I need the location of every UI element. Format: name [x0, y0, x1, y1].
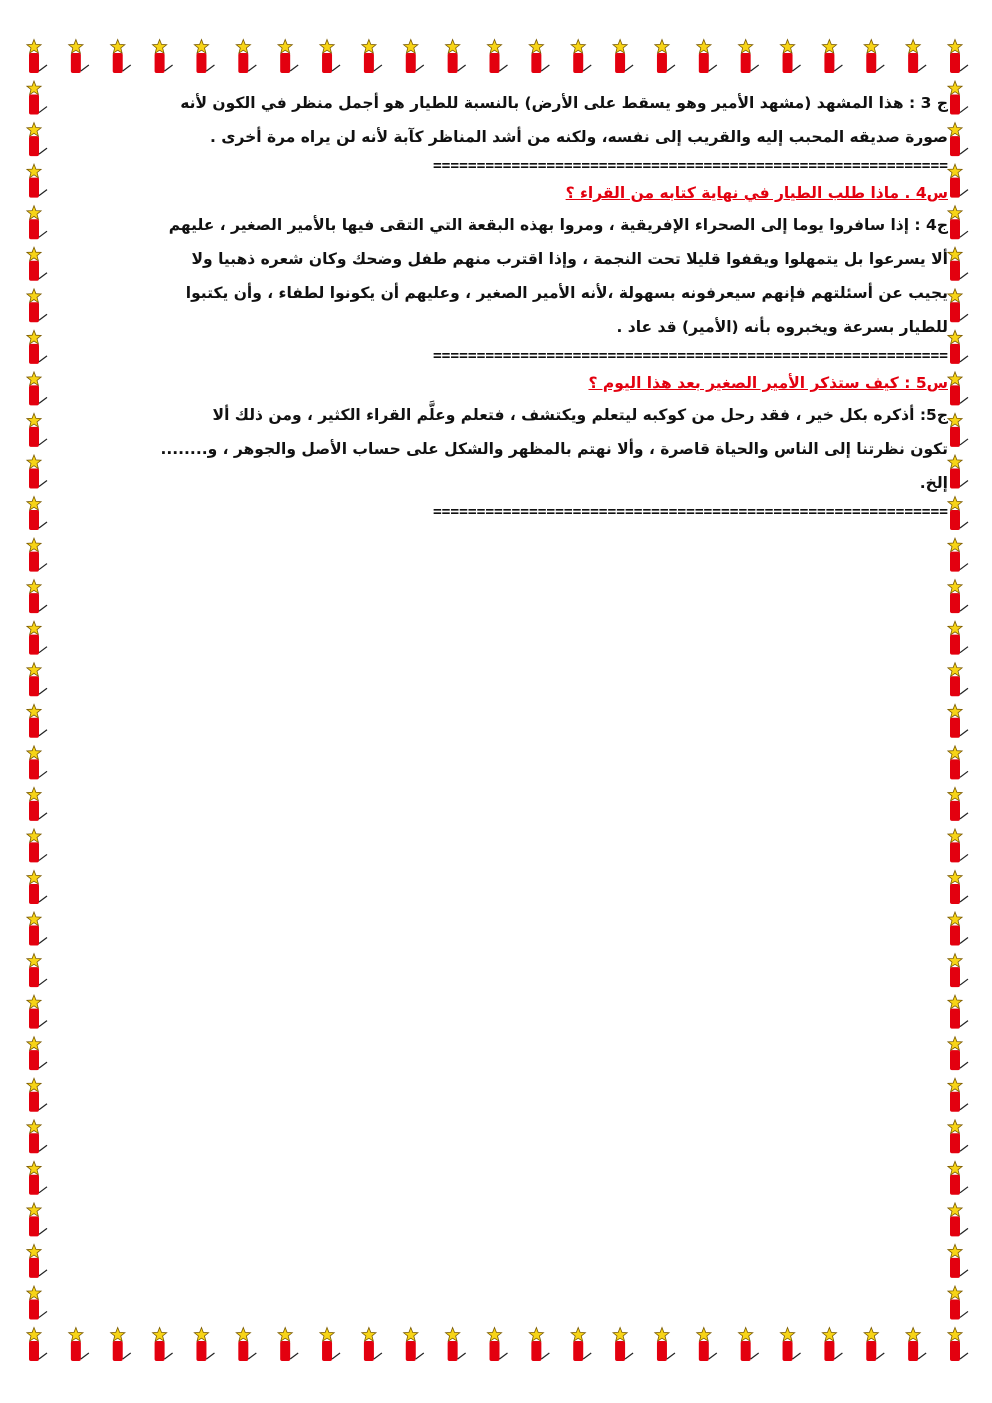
candle-star-icon: [362, 1328, 382, 1362]
candle-star-icon: [27, 455, 47, 488]
candle-star-icon: [194, 40, 214, 74]
question-4: س4 . ماذا طلب الطيار في نهاية كتابه من القراء ؟: [565, 184, 948, 202]
candle-star-icon: [153, 1328, 173, 1362]
candle-star-icon: [948, 1286, 968, 1319]
candle-star-icon: [529, 1328, 549, 1362]
candle-star-icon: [864, 1328, 884, 1362]
candle-star-icon: [948, 372, 968, 405]
candle-star-icon: [948, 1037, 968, 1070]
candle-star-icon: [27, 746, 47, 780]
candle-star-icon: [529, 40, 549, 74]
candle-star-icon: [27, 829, 47, 863]
candle-star-icon: [948, 663, 968, 697]
candle-star-icon: [948, 40, 968, 74]
candle-star-icon: [446, 40, 466, 74]
candle-star-icon: [27, 1120, 47, 1153]
candle-star-icon: [948, 954, 968, 987]
candle-star-icon: [27, 621, 47, 654]
candle-star-icon: [822, 1328, 842, 1362]
candle-star-icon: [948, 1120, 968, 1153]
answer-3: [62, 86, 948, 154]
answer-4: [62, 208, 948, 344]
candle-star-icon: [864, 40, 884, 74]
candle-star-icon: [571, 40, 591, 74]
candle-star-icon: [27, 1161, 47, 1195]
candle-star-icon: [613, 40, 633, 74]
candle-star-icon: [111, 40, 131, 74]
candle-star-icon: [404, 40, 424, 74]
answer-4-line: للطيار بسرعة ويخبروه بأنه (الأمير) قد عاد .: [616, 318, 948, 336]
question-5: س5 : كيف ستذكر الأمير الصغير بعد هذا اليوم ؟: [588, 374, 948, 392]
candle-star-icon: [27, 1286, 47, 1319]
candle-star-icon: [948, 413, 968, 447]
candle-star-icon: [780, 1328, 800, 1362]
candle-star-icon: [194, 1328, 214, 1362]
answer-5: [62, 398, 948, 500]
candle-star-icon: [948, 1161, 968, 1195]
candle-star-icon: [27, 1037, 47, 1070]
candle-star-icon: [613, 1328, 633, 1362]
candle-star-icon: [948, 704, 968, 737]
candle-star-icon: [948, 621, 968, 654]
candle-star-icon: [153, 40, 173, 74]
candle-star-icon: [739, 1328, 759, 1362]
candle-star-icon: [236, 1328, 256, 1362]
worksheet-content: [62, 86, 948, 524]
candle-star-icon: [948, 912, 968, 946]
candle-star-icon: [948, 123, 968, 156]
candle-star-icon: [27, 580, 47, 614]
candle-star-icon: [27, 372, 47, 405]
candle-star-icon: [27, 40, 47, 74]
answer-5-line: ج5: أذكره بكل خير ، فقد رحل من كوكبه ليتعلم ويكتشف ، فتعلم وعلَّم القراء الكثير ، ومن ذلك ألا: [212, 406, 948, 424]
candle-star-icon: [27, 538, 47, 571]
candle-star-icon: [27, 413, 47, 447]
candle-star-icon: [27, 1244, 47, 1278]
candle-star-icon: [27, 247, 47, 281]
candle-star-icon: [27, 330, 47, 364]
candle-star-icon: [948, 247, 968, 281]
candle-star-icon: [236, 40, 256, 74]
candle-star-icon: [278, 40, 298, 74]
candle-star-icon: [27, 1328, 47, 1362]
candle-star-icon: [27, 289, 47, 322]
candle-star-icon: [27, 871, 47, 904]
candle-star-icon: [446, 1328, 466, 1362]
answer-4-line: ج4 : إذا سافروا يوما إلى الصحراء الإفريقية ، ومروا بهذه البقعة التي التقى فيها بالأمير الصغير ، عليهم: [168, 216, 948, 234]
separator-line: ===========================================================: [432, 348, 948, 364]
candle-star-icon: [320, 40, 340, 74]
candle-star-icon: [487, 1328, 507, 1362]
candle-star-icon: [822, 40, 842, 74]
candle-star-icon: [27, 164, 47, 198]
candle-star-icon: [69, 40, 89, 74]
candle-star-icon: [948, 871, 968, 904]
candle-star-icon: [780, 40, 800, 74]
answer-4-line: ألا يسرعوا بل يتمهلوا ويقفوا قليلا تحت النجمة ، وإذا اقترب منهم طفل وضحك وكان شعره ذهبيا ولا: [191, 250, 948, 268]
candle-star-icon: [948, 497, 968, 531]
candle-star-icon: [27, 787, 47, 820]
candle-star-icon: [27, 954, 47, 987]
candle-star-icon: [27, 206, 47, 239]
candle-star-icon: [948, 289, 968, 322]
separator-line: ===========================================================: [432, 158, 948, 174]
candle-star-icon: [948, 330, 968, 364]
candle-star-icon: [27, 497, 47, 531]
candle-star-icon: [27, 81, 47, 115]
candle-star-icon: [27, 704, 47, 737]
candle-star-icon: [906, 1328, 926, 1362]
candle-star-icon: [27, 995, 47, 1029]
candle-star-icon: [948, 829, 968, 863]
candle-star-icon: [111, 1328, 131, 1362]
candle-star-icon: [948, 746, 968, 780]
candle-star-icon: [655, 1328, 675, 1362]
candle-star-icon: [278, 1328, 298, 1362]
candle-star-icon: [948, 455, 968, 488]
answer-5-line: تكون نظرتنا إلى الناس والحياة قاصرة ، وألا نهتم بالمظهر والشكل على حساب الأصل والجوهر ، و........: [160, 440, 948, 458]
candle-star-icon: [948, 206, 968, 239]
candle-star-icon: [697, 40, 717, 74]
separator-line: ===========================================================: [432, 504, 948, 520]
candle-star-icon: [487, 40, 507, 74]
candle-star-icon: [948, 995, 968, 1029]
candle-star-icon: [27, 123, 47, 156]
candle-star-icon: [948, 538, 968, 571]
candle-star-icon: [948, 81, 968, 115]
candle-star-icon: [906, 40, 926, 74]
candle-star-icon: [948, 1328, 968, 1362]
candle-star-icon: [697, 1328, 717, 1362]
candle-star-icon: [948, 1203, 968, 1236]
candle-star-icon: [948, 1078, 968, 1112]
candle-star-icon: [948, 580, 968, 614]
answer-3-line: صورة صديقه المحبب إليه والقريب إلى نفسه، ولكنه من أشد المناظر كآبة لأنه لن يراه مرة أخرى .: [209, 128, 948, 146]
candle-star-icon: [27, 1078, 47, 1112]
answer-4-line: يجيب عن أسئلتهم فإنهم سيعرفونه بسهولة ،لأنه الأمير الصغير ، وعليهم أن يكونوا لطفاء ، وأن يكتبوا: [185, 284, 948, 302]
candle-star-icon: [27, 663, 47, 697]
candle-star-icon: [948, 787, 968, 820]
candle-star-icon: [27, 912, 47, 946]
answer-3-line: ج 3 : هذا المشهد (مشهد الأمير وهو يسقط على الأرض) بالنسبة للطيار هو أجمل منظر في الكون لأنه: [180, 94, 948, 112]
candle-star-icon: [655, 40, 675, 74]
candle-star-icon: [948, 1244, 968, 1278]
candle-star-icon: [739, 40, 759, 74]
candle-star-icon: [571, 1328, 591, 1362]
candle-star-icon: [320, 1328, 340, 1362]
candle-star-icon: [948, 164, 968, 198]
candle-star-icon: [69, 1328, 89, 1362]
candle-star-icon: [404, 1328, 424, 1362]
answer-5-line: إلخ.: [919, 474, 948, 492]
candle-star-icon: [362, 40, 382, 74]
candle-star-icon: [27, 1203, 47, 1236]
